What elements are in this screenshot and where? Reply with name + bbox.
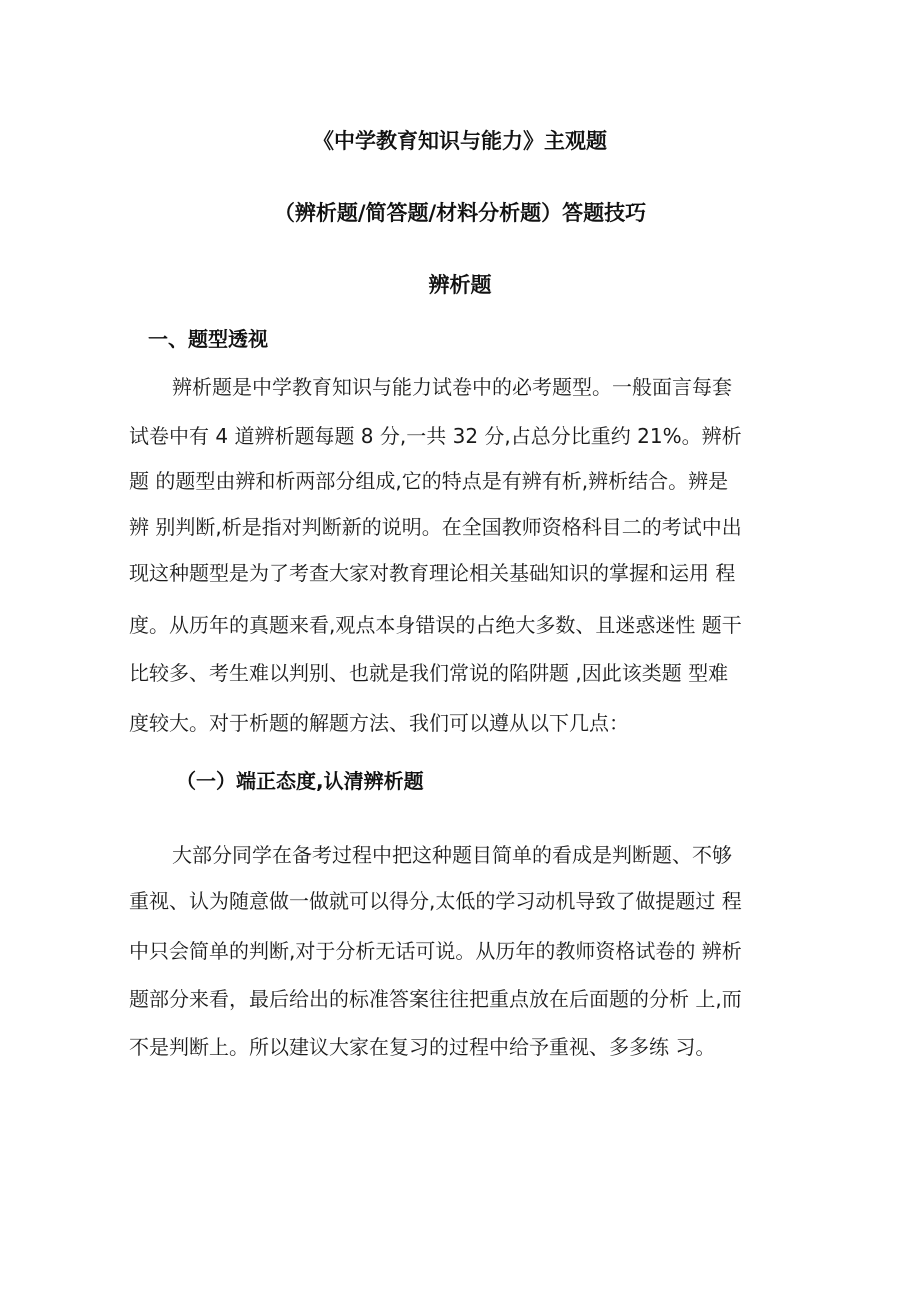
paragraph-line: 题 的题型由辨和析两部分组成,它的特点是有辨有析,辨析结合。辨是 [129, 469, 729, 493]
paragraph-line: 中只会简单的判断,对于分析无话可说。从历年的教师资格试卷的 辨析 [129, 939, 742, 963]
section-title: 辨析题 [428, 273, 492, 297]
paragraph-line: 大部分同学在备考过程中把这种题目简单的看成是判断题、不够 [172, 843, 732, 867]
document-subtitle: （辨析题/简答题/材料分析题）答题技巧 [273, 201, 647, 225]
paragraph-line: 不是判断上。所以建议大家在复习的过程中给予重视、多多练 习。 [129, 1035, 716, 1059]
paragraph-line: 题部分来看，最后给出的标准答案往往把重点放在后面题的分析 上,而 [129, 987, 742, 1011]
heading-attitude: （一）端正态度,认清辨析题 [176, 769, 424, 793]
paragraph-line: 度较大。对于析题的解题方法、我们可以遵从以下几点： [129, 711, 629, 735]
paragraph-line: 辨 别判断,析是指对判断新的说明。在全国教师资格科目二的考试中出 [129, 515, 742, 539]
paragraph-line: 试卷中有 4 道辨析题每题 8 分,一共 32 分,占总分比重约 21%。辨析 [129, 424, 742, 448]
document-title: 《中学教育知识与能力》主观题 [313, 129, 607, 153]
paragraph-line: 度。从历年的真题来看,观点本身错误的占绝大多数、且迷惑迷性 题干 [129, 613, 742, 637]
paragraph-line: 现这种题型是为了考查大家对教育理论相关基础知识的掌握和运用 程 [129, 561, 736, 585]
paragraph-line: 辨析题是中学教育知识与能力试卷中的必考题型。一般面言每套 [172, 375, 732, 399]
paragraph-line: 重视、认为随意做一做就可以得分,太低的学习动机导致了做提题过 程 [129, 889, 742, 913]
heading-question-type-overview: 一、题型透视 [148, 327, 268, 351]
paragraph-line: 比较多、考生难以判别、也就是我们常说的陷阱题 ,因此该类题 型难 [129, 661, 729, 685]
